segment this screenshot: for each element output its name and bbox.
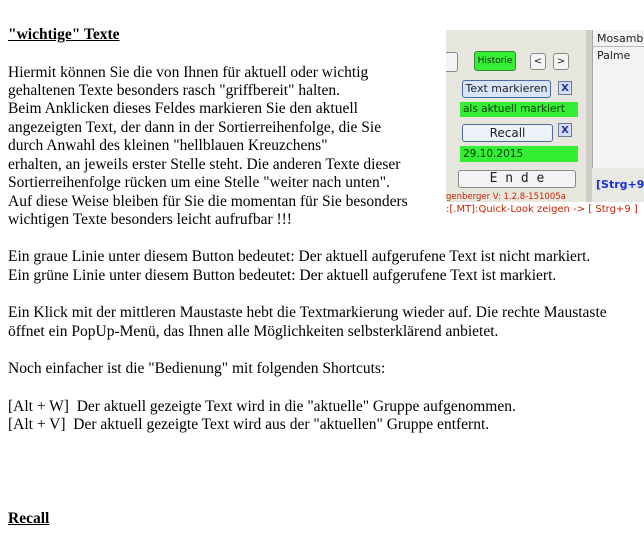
paragraph-line: Hiermit können Sie die von Ihnen für aktuell oder wichtig [8, 64, 369, 81]
paragraph-line: Ein grüne Linie unter diesem Button bedeutet: Der aktuell aufgerufene Text ist markiert. [8, 267, 557, 284]
paragraph-line: öffnet ein PopUp-Menü, das Ihnen alle Möglichkeiten selbsterklärend anbietet. [8, 323, 499, 340]
list-item[interactable]: Palme [597, 49, 631, 62]
paragraph-line: wichtigen Texte besonders leicht aufrufbar !!! [8, 211, 292, 228]
nav-forward-button[interactable]: > [553, 53, 569, 70]
shortcut-line: [Alt + V] Der aktuell gezeigte Text wird aus der "aktuellen" Gruppe entfernt. [8, 416, 490, 433]
screenshot-list-panel [592, 30, 644, 202]
quicklook-text: :[.MT]:Quick-Look zeigen -> [ Strg+9 ] [446, 204, 638, 215]
shortcut-line: [Alt + W] Der aktuell gezeigte Text wird in die "aktuelle" Gruppe aufgenommen. [8, 398, 516, 415]
paragraph-line: Ein graue Linie unter diesem Button bedeutet: Der aktuell aufgerufene Text ist nicht markiert. [8, 248, 591, 265]
partial-button[interactable] [446, 52, 458, 72]
section-heading-recall: Recall [8, 510, 50, 527]
date-field: 29.10.2015 [460, 146, 578, 162]
paragraph-line: Beim Anklicken dieses Feldes markieren Sie den aktuell [8, 100, 358, 117]
paragraph-line: Ein Klick mit der mittleren Maustaste hebt die Textmarkierung wieder auf. Die rechte Maustaste [8, 304, 607, 321]
paragraph-line: Sortierreihenfolge rücken um eine Stelle "weiter nach unten". [8, 174, 390, 191]
x-button-recall[interactable]: X [558, 123, 572, 137]
list-divider [593, 46, 644, 47]
version-text: genberger V: 1.2.8-151005a [446, 192, 566, 202]
hotkey-label: [Strg+9 [596, 178, 644, 191]
paragraph-line: durch Anwahl des kleinen "hellblauen Kreuzchens" [8, 137, 328, 154]
paragraph-line: erhalten, an jeweils erster Stelle steht. Die anderen Texte dieser [8, 156, 401, 173]
historie-button[interactable]: Historie [474, 51, 516, 71]
paragraph-line: Auf diese Weise bleiben für Sie die momentan für Sie besonders [8, 193, 408, 210]
text-markieren-button[interactable]: Text markieren [462, 80, 551, 98]
x-button-markieren[interactable]: X [558, 81, 572, 95]
marked-status-bar: als aktuell markiert [460, 102, 578, 117]
section-heading-wichtige: "wichtige" Texte [8, 26, 120, 43]
recall-button[interactable]: Recall [462, 124, 553, 142]
screenshot-control-panel [446, 30, 586, 202]
paragraph-line: Noch einfacher ist die "Bedienung" mit folgenden Shortcuts: [8, 360, 386, 377]
paragraph-line: angezeigten Text, der dann in der Sortierreihenfolge, die Sie [8, 119, 382, 136]
text-listbox[interactable] [592, 30, 644, 168]
list-item[interactable]: Mosamb [597, 32, 644, 45]
ende-button[interactable]: E n d e [458, 170, 576, 188]
nav-back-button[interactable]: < [530, 53, 546, 70]
embedded-screenshot [446, 30, 644, 216]
paragraph-line: gehaltenen Texte besonders rasch "griffbereit" halten. [8, 82, 341, 99]
